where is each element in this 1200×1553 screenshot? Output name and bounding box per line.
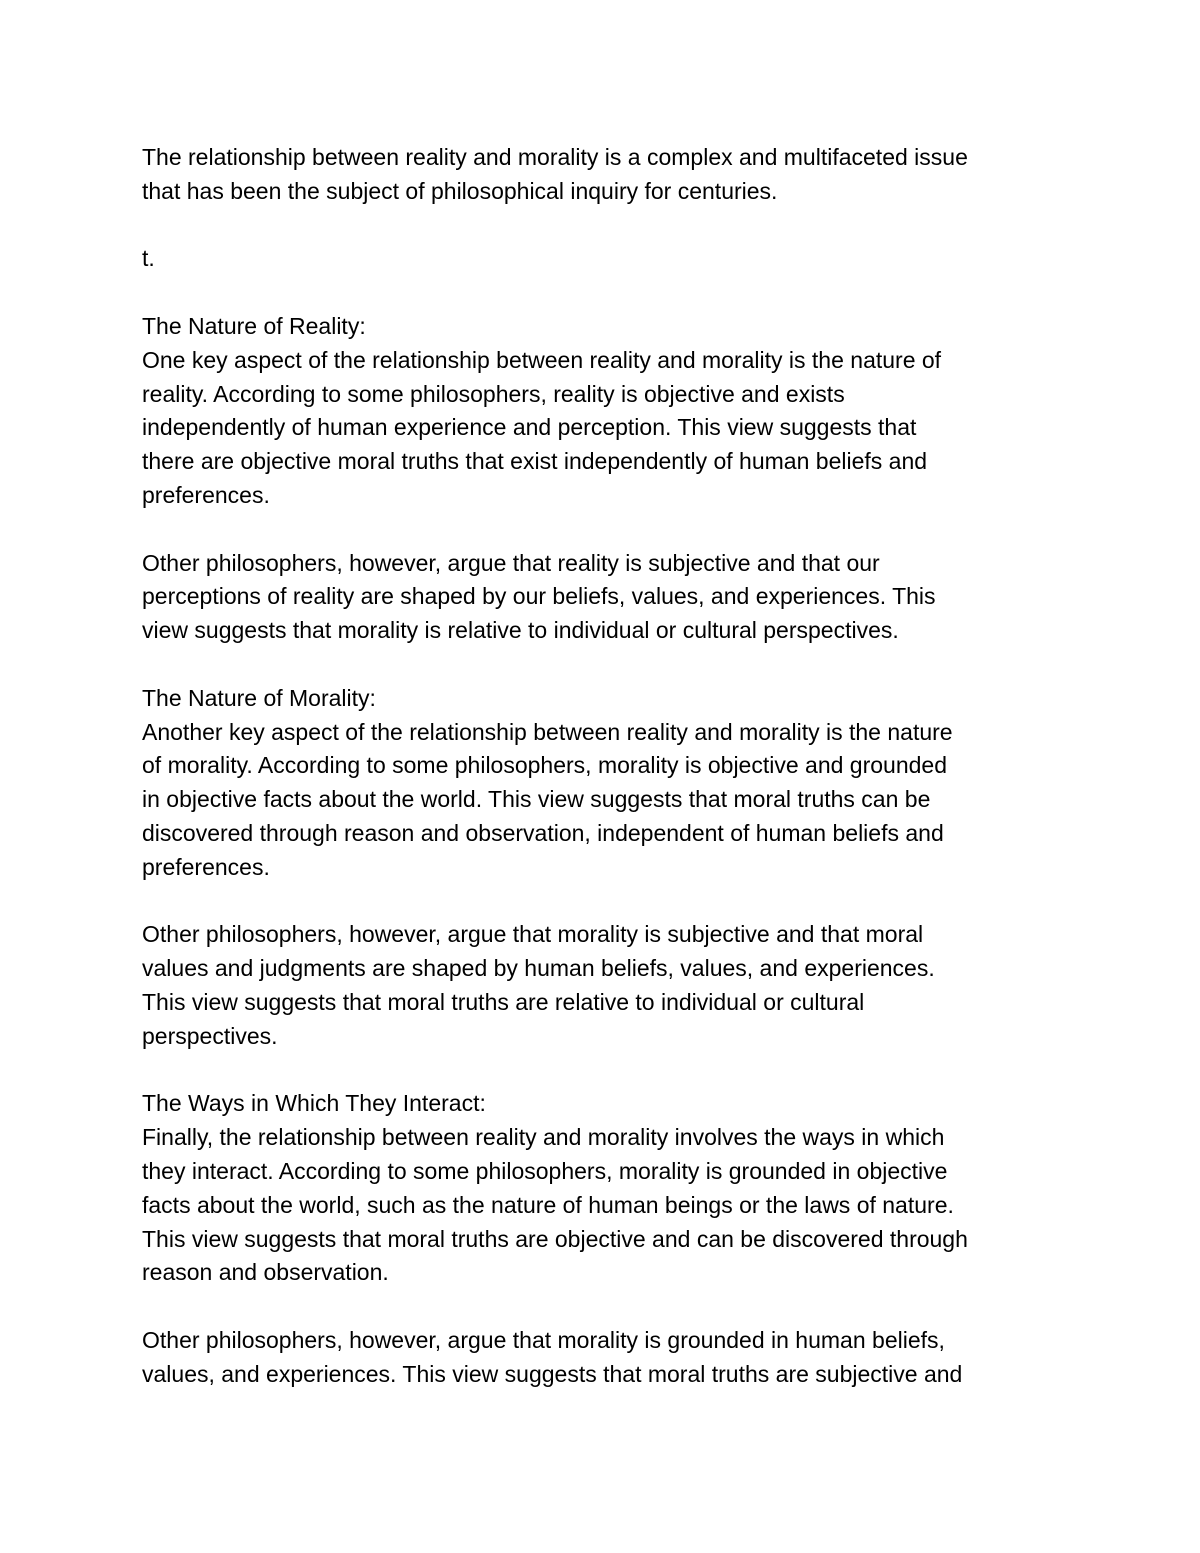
text-line: Other philosophers, however, argue that morality is grounded in human beliefs, [142, 1326, 945, 1353]
paragraph-gap [142, 648, 1072, 682]
section-heading-reality: The Nature of Reality: [142, 312, 366, 339]
text-line: preferences. [142, 853, 270, 880]
text-line: there are objective moral truths that exist independently of human beliefs and [142, 448, 928, 475]
text-line: This view suggests that moral truths are relative to individual or cultural [142, 988, 865, 1015]
text-line: they interact. According to some philosophers, morality is grounded in objective [142, 1157, 948, 1184]
text-line: perceptions of reality are shaped by our beliefs, values, and experiences. This [142, 583, 936, 610]
text-line: values, and experiences. This view suggests that moral truths are subjective and [142, 1360, 963, 1387]
text-line: preferences. [142, 481, 270, 508]
text-line: of morality. According to some philosophers, morality is objective and grounded [142, 752, 947, 779]
text-line: One key aspect of the relationship between reality and morality is the nature of [142, 346, 942, 373]
paragraph-gap [142, 885, 1072, 919]
fragment-line: t. [142, 245, 155, 272]
text-line: Other philosophers, however, argue that reality is subjective and that our [142, 549, 880, 576]
text-line: The relationship between reality and morality is a complex and multifaceted issue [142, 144, 968, 170]
section-heading-interaction: The Ways in Which They Interact: [142, 1090, 486, 1117]
interaction-paragraph-1 [142, 1121, 1072, 1290]
text-line: This view suggests that moral truths are objective and can be discovered through [142, 1225, 968, 1252]
paragraph-gap [142, 209, 1072, 243]
text-line: independently of human experience and perception. This view suggests that [142, 414, 917, 441]
text-line: Another key aspect of the relationship between reality and morality is the nature [142, 718, 953, 745]
section-heading-morality: The Nature of Morality: [142, 684, 376, 711]
text-line: that has been the subject of philosophical inquiry for centuries. [142, 177, 778, 204]
document-body [142, 141, 1072, 1391]
text-line: in objective facts about the world. This view suggests that moral truths can be [142, 786, 931, 813]
intro-paragraph [142, 141, 1072, 209]
paragraph-gap [142, 276, 1072, 310]
interaction-paragraph-2 [142, 1324, 1072, 1392]
text-line: view suggests that morality is relative to individual or cultural perspectives. [142, 617, 899, 644]
text-line: values and judgments are shaped by human beliefs, values, and experiences. [142, 955, 935, 982]
text-line: Other philosophers, however, argue that morality is subjective and that moral [142, 921, 924, 948]
reality-paragraph-1 [142, 344, 1072, 513]
paragraph-gap [142, 1054, 1072, 1088]
text-line: perspectives. [142, 1022, 278, 1049]
paragraph-gap [142, 513, 1072, 547]
reality-paragraph-2 [142, 547, 1072, 648]
morality-paragraph-1 [142, 716, 1072, 885]
text-line: reason and observation. [142, 1259, 389, 1286]
text-line: reality. According to some philosophers, reality is objective and exists [142, 380, 845, 407]
text-line: facts about the world, such as the nature of human beings or the laws of nature. [142, 1191, 954, 1218]
paragraph-gap [142, 1290, 1072, 1324]
text-line: discovered through reason and observation, independent of human beliefs and [142, 819, 944, 846]
morality-paragraph-2 [142, 918, 1072, 1053]
text-line: Finally, the relationship between reality and morality involves the ways in which [142, 1124, 945, 1151]
